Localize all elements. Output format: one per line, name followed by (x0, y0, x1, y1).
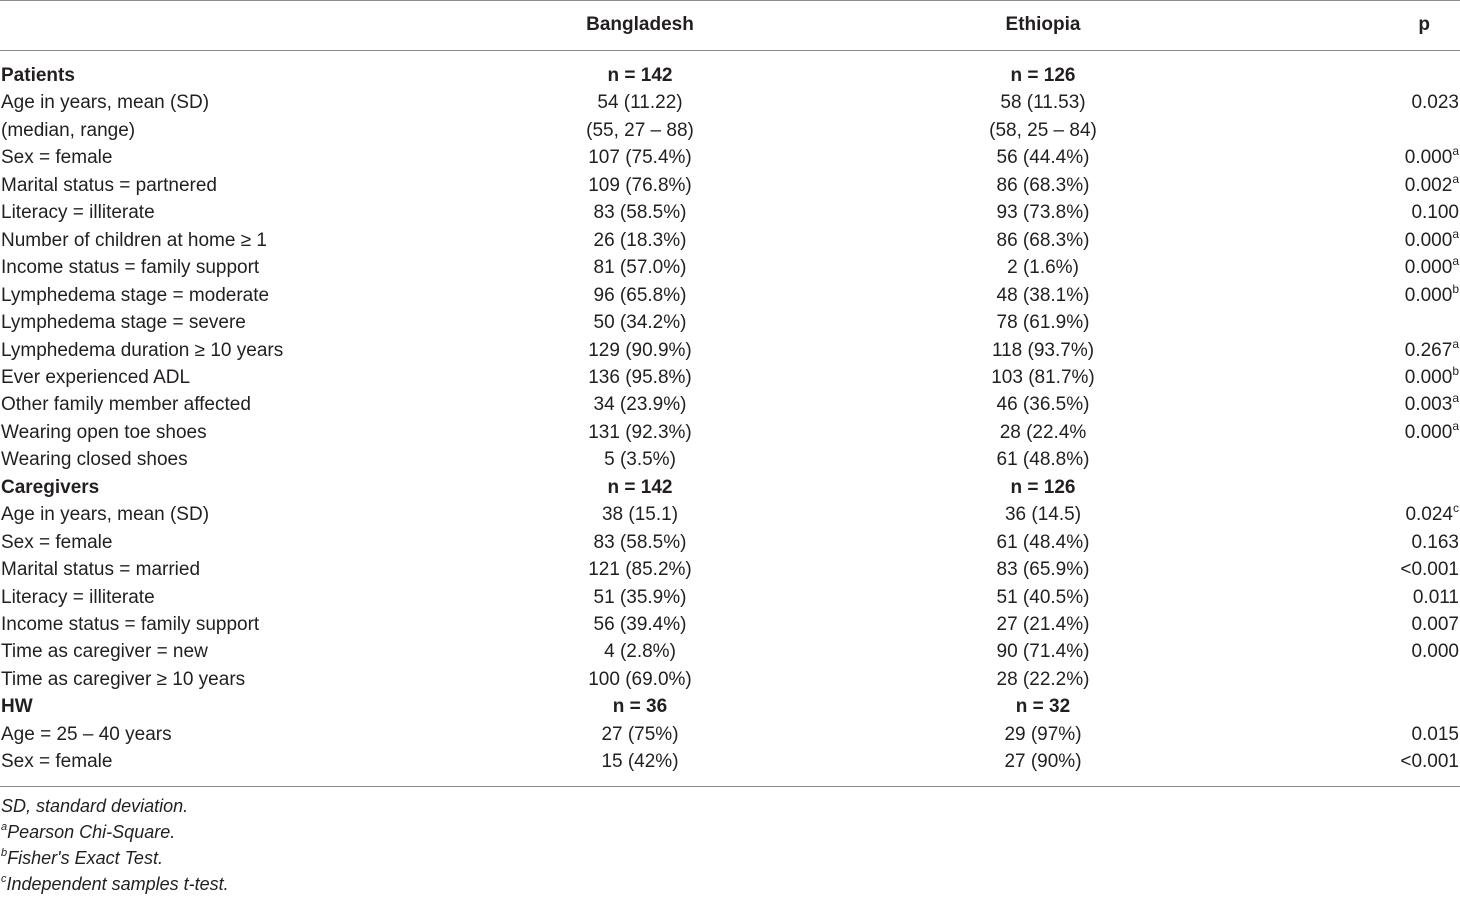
row-label: Time as caregiver = new (1, 641, 208, 663)
p-value-text: 0.003 (1404, 394, 1453, 416)
row-label: Time as caregiver ≥ 10 years (1, 668, 246, 690)
table-row (0, 117, 1460, 144)
p-value-text: 0.000 (1404, 421, 1453, 443)
footnote (1, 819, 1401, 845)
p-value (1405, 144, 1459, 171)
p-value-footnote-marker: a (1452, 391, 1459, 406)
row-label: Other family member affected (1, 394, 251, 416)
ethiopia-value: 90 (71.4%) (996, 641, 1090, 663)
table-row (0, 611, 1460, 638)
row-label: Number of children at home ≥ 1 (1, 229, 267, 251)
p-value-text: 0.000 (1404, 257, 1453, 279)
row-label: Lymphedema stage = severe (1, 312, 246, 334)
table-footnotes (1, 793, 1401, 897)
footnote (1, 793, 1401, 819)
bangladesh-value: 34 (23.9%) (593, 394, 687, 416)
row-label: HW (1, 696, 33, 718)
p-value (1405, 501, 1459, 528)
ethiopia-value: 28 (22.4% (999, 421, 1087, 443)
row-label: Caregivers (1, 476, 100, 498)
ethiopia-value: 58 (11.53) (1000, 92, 1086, 114)
p-value-text: <0.001 (1400, 751, 1459, 773)
bangladesh-value: n = 36 (612, 696, 668, 718)
p-value-text: 0.024 (1405, 504, 1453, 526)
row-label: Wearing open toe shoes (1, 421, 207, 443)
p-value-text: 0.007 (1411, 614, 1459, 635)
bangladesh-value: 129 (90.9%) (588, 339, 692, 361)
row-label: Ever experienced ADL (1, 366, 191, 388)
row-label: Sex = female (1, 531, 113, 553)
p-value-text: 0.015 (1411, 723, 1459, 745)
table-row (0, 199, 1460, 226)
bangladesh-value: 136 (95.8%) (588, 366, 692, 388)
p-value (1405, 337, 1459, 364)
table-row (0, 638, 1460, 665)
row-label: Wearing closed shoes (1, 449, 188, 471)
table-row (0, 309, 1460, 336)
ethiopia-value: 48 (38.1%) (996, 284, 1090, 306)
p-value (1405, 254, 1459, 281)
p-value (1411, 611, 1459, 638)
table-row (0, 227, 1460, 254)
row-label: Lymphedema stage = moderate (1, 284, 270, 306)
footnote-text: Independent samples t-test. (6, 874, 229, 894)
row-label: Age in years, mean (SD) (1, 504, 210, 526)
footnote-marker: a (1, 821, 8, 833)
ethiopia-value: 86 (68.3%) (996, 229, 1090, 251)
p-value (1405, 227, 1459, 254)
table-row (0, 529, 1460, 556)
p-value-text: 0.000 (1404, 229, 1453, 251)
bangladesh-value: 15 (42%) (601, 751, 679, 773)
row-label: Literacy = illiterate (1, 586, 155, 608)
bangladesh-value: 56 (39.4%) (593, 614, 687, 635)
row-label: Lymphedema duration ≥ 10 years (1, 339, 284, 361)
row-label: (median, range) (1, 119, 136, 141)
p-value-text: 0.002 (1404, 174, 1453, 196)
p-value-text: 0.000 (1404, 284, 1453, 306)
ethiopia-value: n = 32 (1015, 696, 1071, 718)
bangladesh-value: 26 (18.3%) (593, 229, 687, 251)
row-label: Age = 25 – 40 years (1, 723, 172, 745)
bangladesh-value: n = 142 (607, 65, 673, 86)
ethiopia-value: 61 (48.8%) (996, 449, 1090, 471)
table-row (0, 556, 1460, 583)
row-label: Income status = family support (1, 257, 260, 279)
footnote-text: Pearson Chi-Square. (7, 822, 176, 842)
bangladesh-value: 100 (69.0%) (588, 668, 692, 690)
table-row (0, 254, 1460, 281)
table-row (0, 419, 1460, 446)
ethiopia-value: 2 (1.6%) (1007, 257, 1079, 279)
p-value-text: 0.163 (1411, 531, 1459, 553)
row-label: Income status = family support (1, 614, 260, 635)
bangladesh-value: 109 (76.8%) (588, 174, 692, 196)
footnote (1, 871, 1401, 897)
p-value-footnote-marker: a (1452, 336, 1459, 351)
p-value-footnote-marker: b (1452, 363, 1459, 378)
row-label: Marital status = partnered (1, 174, 217, 196)
section-row (0, 693, 1460, 720)
row-label: Marital status = married (1, 559, 201, 581)
bangladesh-value: 121 (85.2%) (588, 559, 692, 581)
ethiopia-value: 36 (14.5) (1004, 504, 1082, 526)
p-value-text: 0.000 (1404, 147, 1453, 169)
p-value-text: 0.023 (1411, 92, 1459, 114)
bangladesh-value: 51 (35.9%) (593, 586, 687, 608)
table-row (0, 748, 1460, 775)
p-value (1411, 199, 1459, 226)
bangladesh-value: n = 142 (607, 476, 673, 498)
p-value-footnote-marker: a (1452, 418, 1459, 433)
p-value (1405, 419, 1459, 446)
table-row (0, 364, 1460, 391)
table-row (0, 391, 1460, 418)
ethiopia-value: 103 (81.7%) (991, 366, 1095, 388)
row-label: Patients (1, 65, 75, 86)
bangladesh-value: 4 (2.8%) (604, 641, 676, 663)
header-ethiopia: Ethiopia (1005, 14, 1081, 35)
table-row (0, 144, 1460, 171)
footnote-marker: c (1, 873, 7, 885)
ethiopia-value: 83 (65.9%) (996, 559, 1090, 581)
p-value (1411, 638, 1459, 665)
p-value-text: 0.267 (1404, 339, 1453, 361)
p-value-footnote-marker: a (1452, 226, 1459, 241)
table-row (0, 337, 1460, 364)
header-rule (0, 50, 1460, 51)
ethiopia-value: 56 (44.4%) (996, 147, 1090, 169)
bangladesh-value: 5 (3.5%) (604, 449, 676, 471)
p-value-text: 0.100 (1411, 202, 1459, 224)
bangladesh-value: 131 (92.3%) (588, 421, 692, 443)
bangladesh-value: 81 (57.0%) (593, 257, 687, 279)
p-value-footnote-marker: b (1452, 281, 1459, 296)
table-row (0, 172, 1460, 199)
row-label: Age in years, mean (SD) (1, 92, 210, 114)
row-label: Sex = female (1, 147, 113, 169)
bangladesh-value: 54 (11.22) (597, 92, 683, 114)
ethiopia-value: 27 (21.4%) (996, 614, 1090, 635)
p-value-text: <0.001 (1400, 559, 1459, 581)
top-rule (0, 0, 1460, 1)
bangladesh-value: 83 (58.5%) (593, 202, 687, 224)
bangladesh-value: 38 (15.1) (601, 504, 679, 526)
section-row (0, 62, 1460, 89)
bangladesh-value: 96 (65.8%) (593, 284, 687, 306)
p-value-text: 0.000 (1404, 366, 1453, 388)
ethiopia-value: 61 (48.4%) (996, 531, 1090, 553)
p-value (1400, 748, 1459, 775)
footnote (1, 845, 1401, 871)
p-value-text: 0.000 (1411, 641, 1459, 663)
p-value-footnote-marker: c (1453, 501, 1459, 516)
row-label: Sex = female (1, 751, 113, 773)
p-value (1405, 172, 1459, 199)
p-value (1405, 282, 1459, 309)
ethiopia-value: n = 126 (1010, 65, 1076, 86)
footnote-text: Fisher's Exact Test. (7, 848, 163, 868)
bangladesh-value: 50 (34.2%) (593, 312, 687, 334)
bangladesh-value: 107 (75.4%) (588, 147, 692, 169)
footnote-marker: b (1, 847, 8, 859)
p-value (1405, 364, 1459, 391)
ethiopia-value: 27 (90%) (1004, 751, 1082, 773)
ethiopia-value: 78 (61.9%) (996, 312, 1090, 334)
p-value-text: 0.011 (1412, 586, 1459, 608)
ethiopia-value: 86 (68.3%) (996, 174, 1090, 196)
header-p: p (1418, 14, 1430, 35)
p-value (1411, 529, 1459, 556)
section-row (0, 474, 1460, 501)
footnote-text: SD, standard deviation. (1, 796, 189, 816)
ethiopia-value: 93 (73.8%) (996, 202, 1090, 224)
ethiopia-value: 28 (22.2%) (996, 668, 1090, 690)
p-value (1411, 89, 1459, 116)
ethiopia-value: (58, 25 – 84) (989, 119, 1097, 141)
table-row (0, 584, 1460, 611)
p-value-footnote-marker: a (1452, 171, 1459, 186)
ethiopia-value: 46 (36.5%) (996, 394, 1090, 416)
ethiopia-value: n = 126 (1010, 476, 1076, 498)
table-row (0, 721, 1460, 748)
p-value (1405, 391, 1459, 418)
ethiopia-value: 29 (97%) (1004, 723, 1082, 745)
p-value-footnote-marker: a (1452, 254, 1459, 269)
p-value (1411, 721, 1459, 748)
bangladesh-value: (55, 27 – 88) (586, 119, 694, 141)
table-header (0, 14, 1460, 40)
table-row (0, 282, 1460, 309)
bottom-rule (0, 786, 1460, 787)
p-value (1400, 556, 1459, 583)
header-bangladesh: Bangladesh (586, 14, 694, 35)
p-value-footnote-marker: a (1452, 144, 1459, 159)
p-value (1413, 584, 1459, 611)
table-row (0, 89, 1460, 116)
table-row (0, 501, 1460, 528)
ethiopia-value: 118 (93.7%) (991, 339, 1095, 361)
bangladesh-value: 83 (58.5%) (593, 531, 687, 553)
bangladesh-value: 27 (75%) (601, 723, 679, 745)
ethiopia-value: 51 (40.5%) (996, 586, 1090, 608)
row-label: Literacy = illiterate (1, 202, 155, 224)
table-row (0, 446, 1460, 473)
table-row (0, 666, 1460, 693)
